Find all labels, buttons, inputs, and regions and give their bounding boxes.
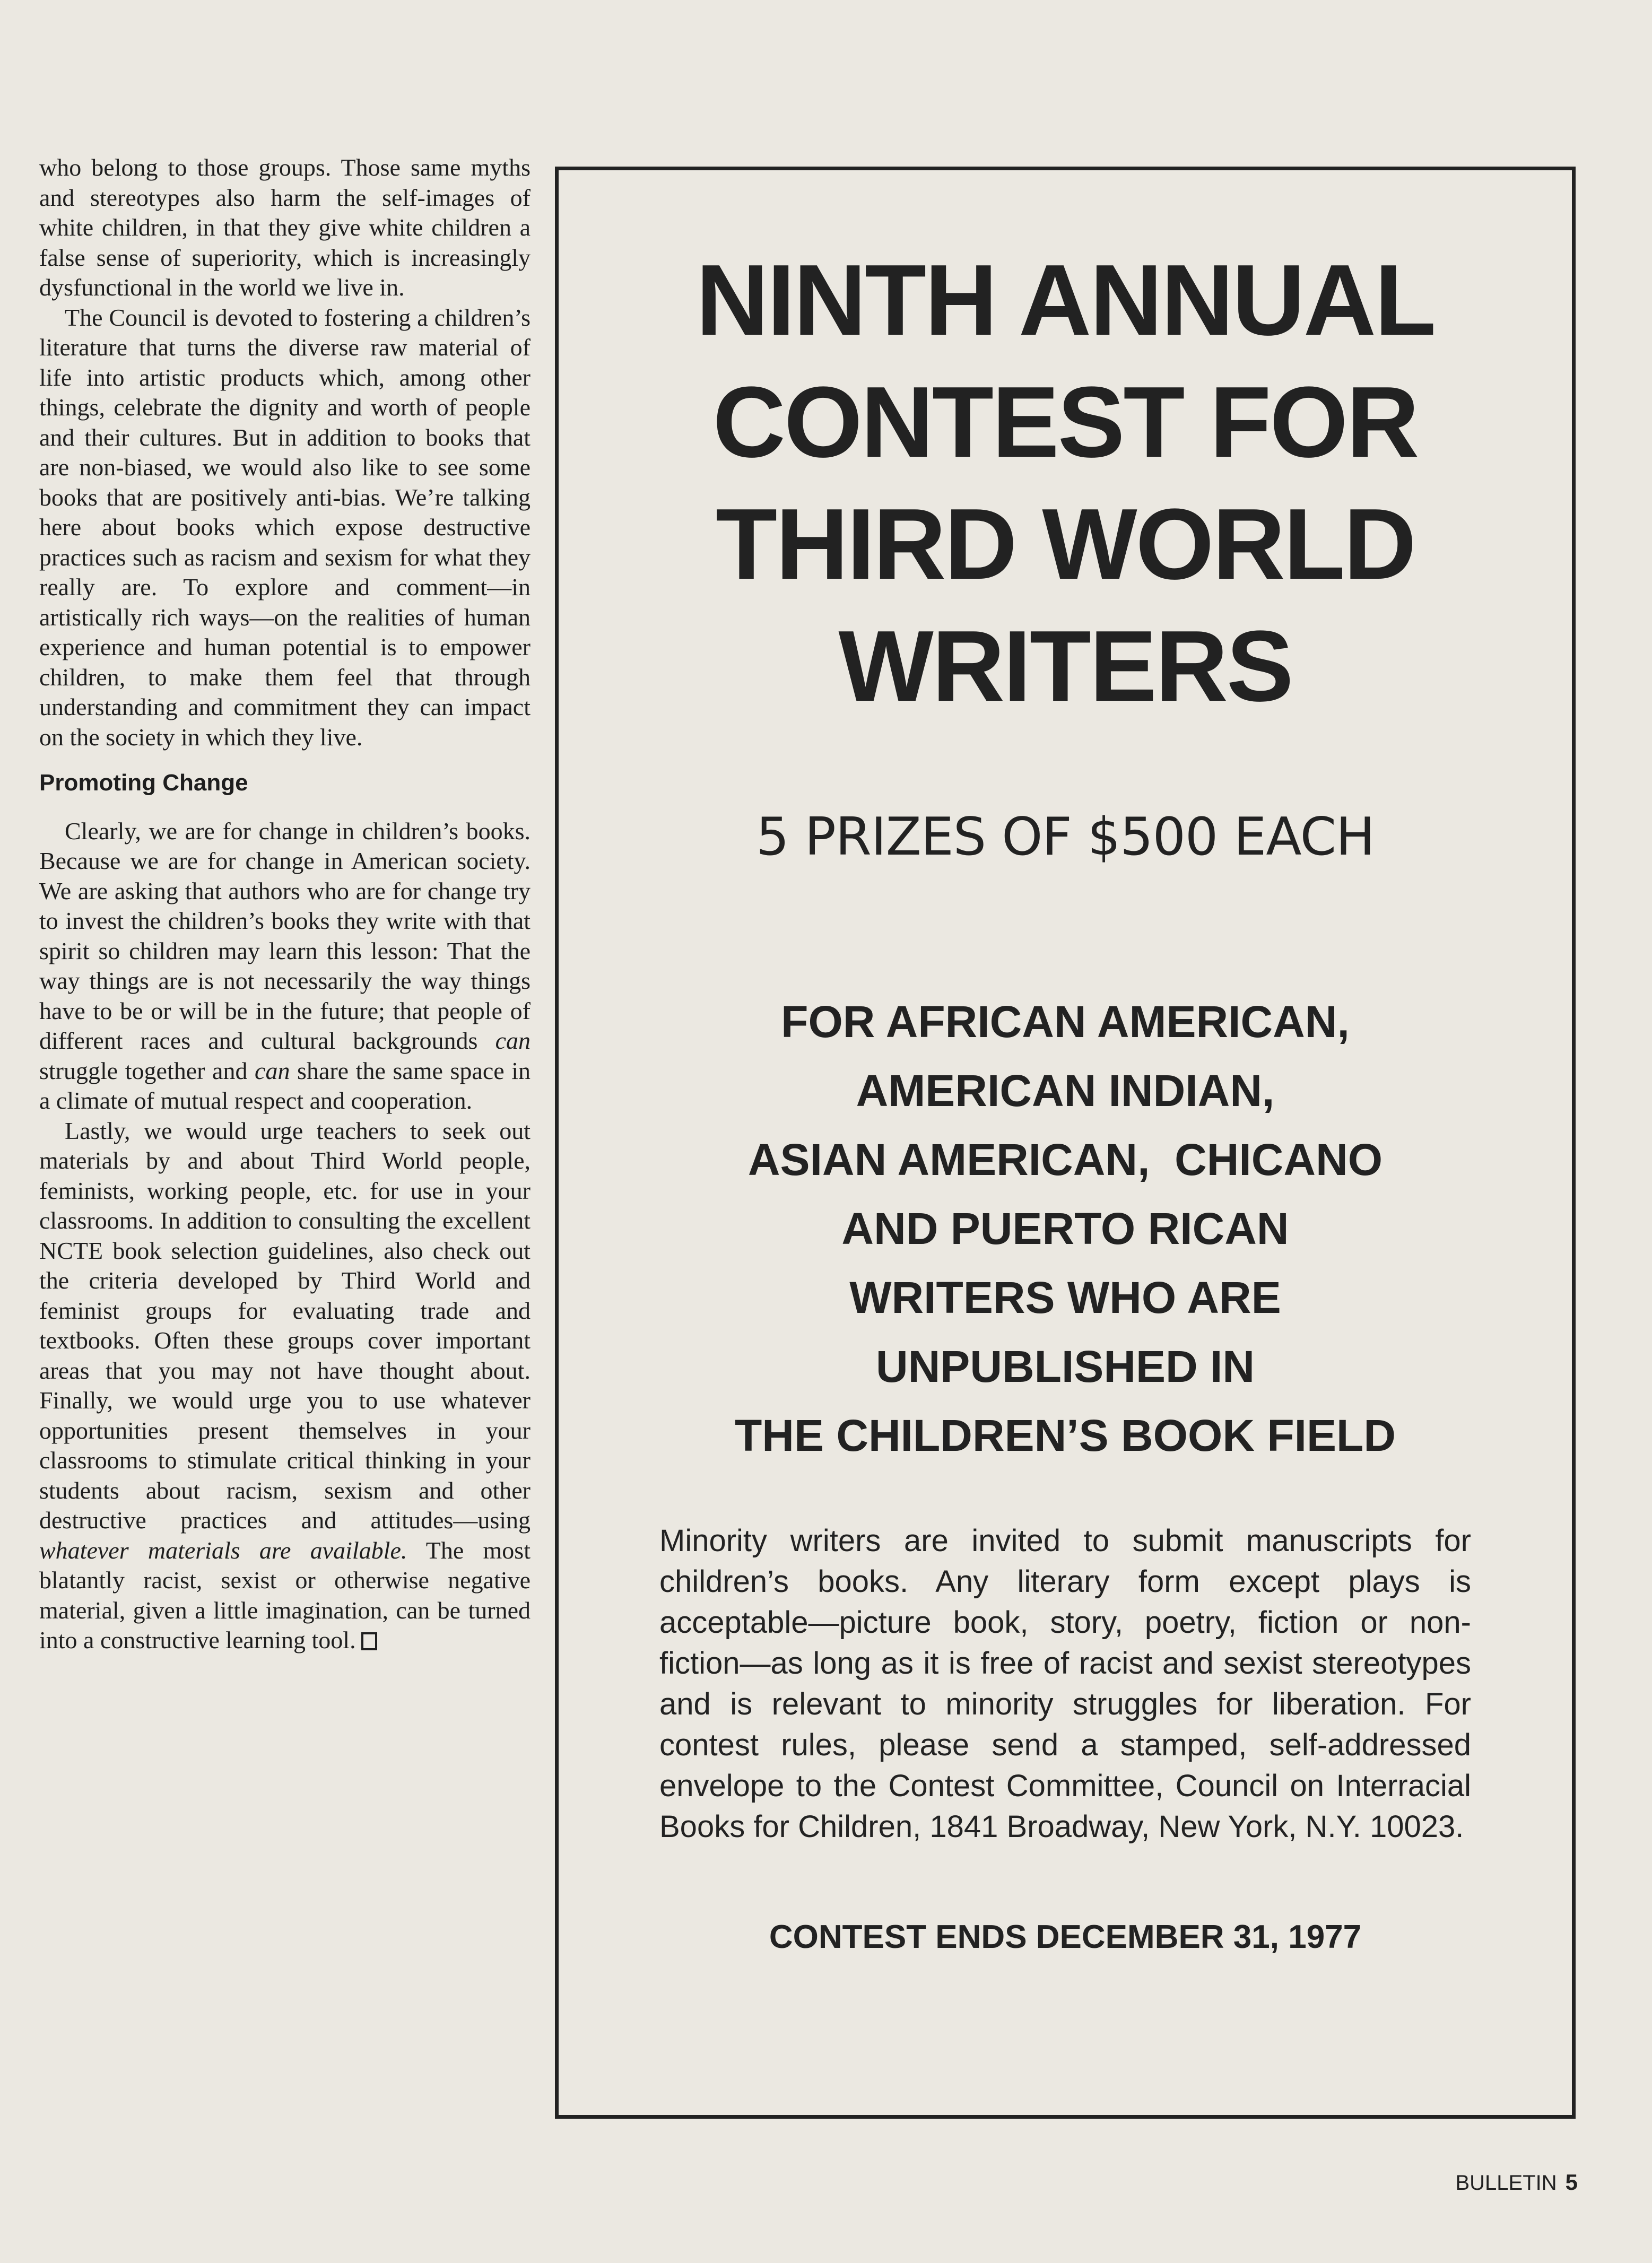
section-subheading: Promoting Change — [39, 770, 248, 796]
page-footer — [1455, 2170, 1578, 2195]
eligibility-line: AMERICAN INDIAN, — [856, 1066, 1275, 1116]
ad-title-line: THIRD WORLD — [716, 488, 1415, 600]
ad-deadline: CONTEST ENDS DECEMBER 31, 1977 — [769, 1919, 1362, 1955]
eligibility-line: WRITERS WHO ARE — [849, 1273, 1281, 1322]
contest-advertisement — [555, 167, 1576, 2119]
ad-body-text: Minority writers are invited to submit manuscripts for children’s books. Any literary form except plays is acceptable—picture book, story, poetry, fiction or non-fiction—as long as it is free of racist and sexist stereotypes and is relevant to minority struggles for liberation. For contest rules, please send a stamped, self-addressed envelope to the Contest Committee, Council on Interracial Books for Children, 1841 Broadway, New York, N.Y. 10023. — [659, 1524, 1471, 1844]
ad-title-line: WRITERS — [838, 610, 1292, 723]
text-run: share the same space in a climate of mutual respect and cooperation. — [39, 1057, 531, 1114]
emphasis-text: can — [255, 1057, 290, 1084]
article-paragraph: who belong to those groups. Those same myths and stereotypes also harm the self-images of white children, in that they give white children a false sense of superiority, which is increasingly dysfunctional in the world we live in. — [39, 154, 531, 301]
emphasis-text: can — [495, 1027, 531, 1054]
page-number: 5 — [1565, 2170, 1578, 2195]
text-run: struggle together and — [39, 1057, 248, 1084]
eligibility-line: UNPUBLISHED IN — [875, 1342, 1255, 1391]
ad-eligibility — [559, 987, 1572, 1470]
ad-title-line: NINTH ANNUAL — [695, 244, 1435, 356]
ad-title — [559, 239, 1572, 727]
eligibility-line: THE CHILDREN’S BOOK FIELD — [734, 1411, 1396, 1460]
ad-prizes: 5 PRIZES OF $500 EACH — [756, 807, 1375, 867]
ad-title-line: CONTEST FOR — [712, 366, 1418, 478]
text-run: Lastly, we would urge teachers to seek out materials by and about Third World people, feminists, working people, etc. for use in your classrooms. In addition to consulting the excellent NCTE book selection guidelines, also check out the criteria developed by Third World and feminist groups for evaluating trade and textbooks. Often these groups cover important areas that you may not have thought about. Finally, we would urge you to use whatever opportunities present themselves in your classrooms to stimulate critical thinking in your students about racism, sexism and other destructive practices and attitudes—using — [39, 1117, 531, 1534]
article-paragraph: The Council is devoted to fostering a children’s literature that turns the diverse raw material of life into artistic products which, among other things, celebrate the dignity and worth of people and their cultures. But in addition to books that are non-biased, we would also like to see some books that are positively anti-bias. We’re talking here about books which expose destructive practices such as racism and sexism for what they really are. To explore and comment—in artistically rich ways—on the realities of human experience and human potential is to empower children, to make them feel that through understanding and commitment they can impact on the society in which they live. — [39, 303, 531, 751]
publication-name: BULLETIN — [1455, 2171, 1557, 2195]
end-mark-icon — [361, 1632, 377, 1650]
text-run: The most blatantly racist, sexist or otherwise negative material, given a little imagination, can be turned into a constructive learning tool. — [39, 1536, 531, 1653]
eligibility-line: FOR AFRICAN AMERICAN, — [781, 997, 1350, 1047]
eligibility-line: AND PUERTO RICAN — [841, 1204, 1289, 1254]
article-column — [39, 153, 531, 1656]
eligibility-line: ASIAN AMERICAN, CHICANO — [747, 1135, 1383, 1185]
article-paragraph — [39, 1116, 531, 1656]
article-paragraph — [39, 816, 531, 1116]
emphasis-text: whatever materials are available. — [39, 1536, 407, 1564]
text-run: Clearly, we are for change in children’s books. Because we are for change in American society. We are asking that authors who are for change try to invest the children’s books they write with that spirit so children may learn this lesson: That the way things are is not necessarily the way things have to be or will be in the future; that people of different races and cultural backgrounds — [39, 817, 531, 1054]
